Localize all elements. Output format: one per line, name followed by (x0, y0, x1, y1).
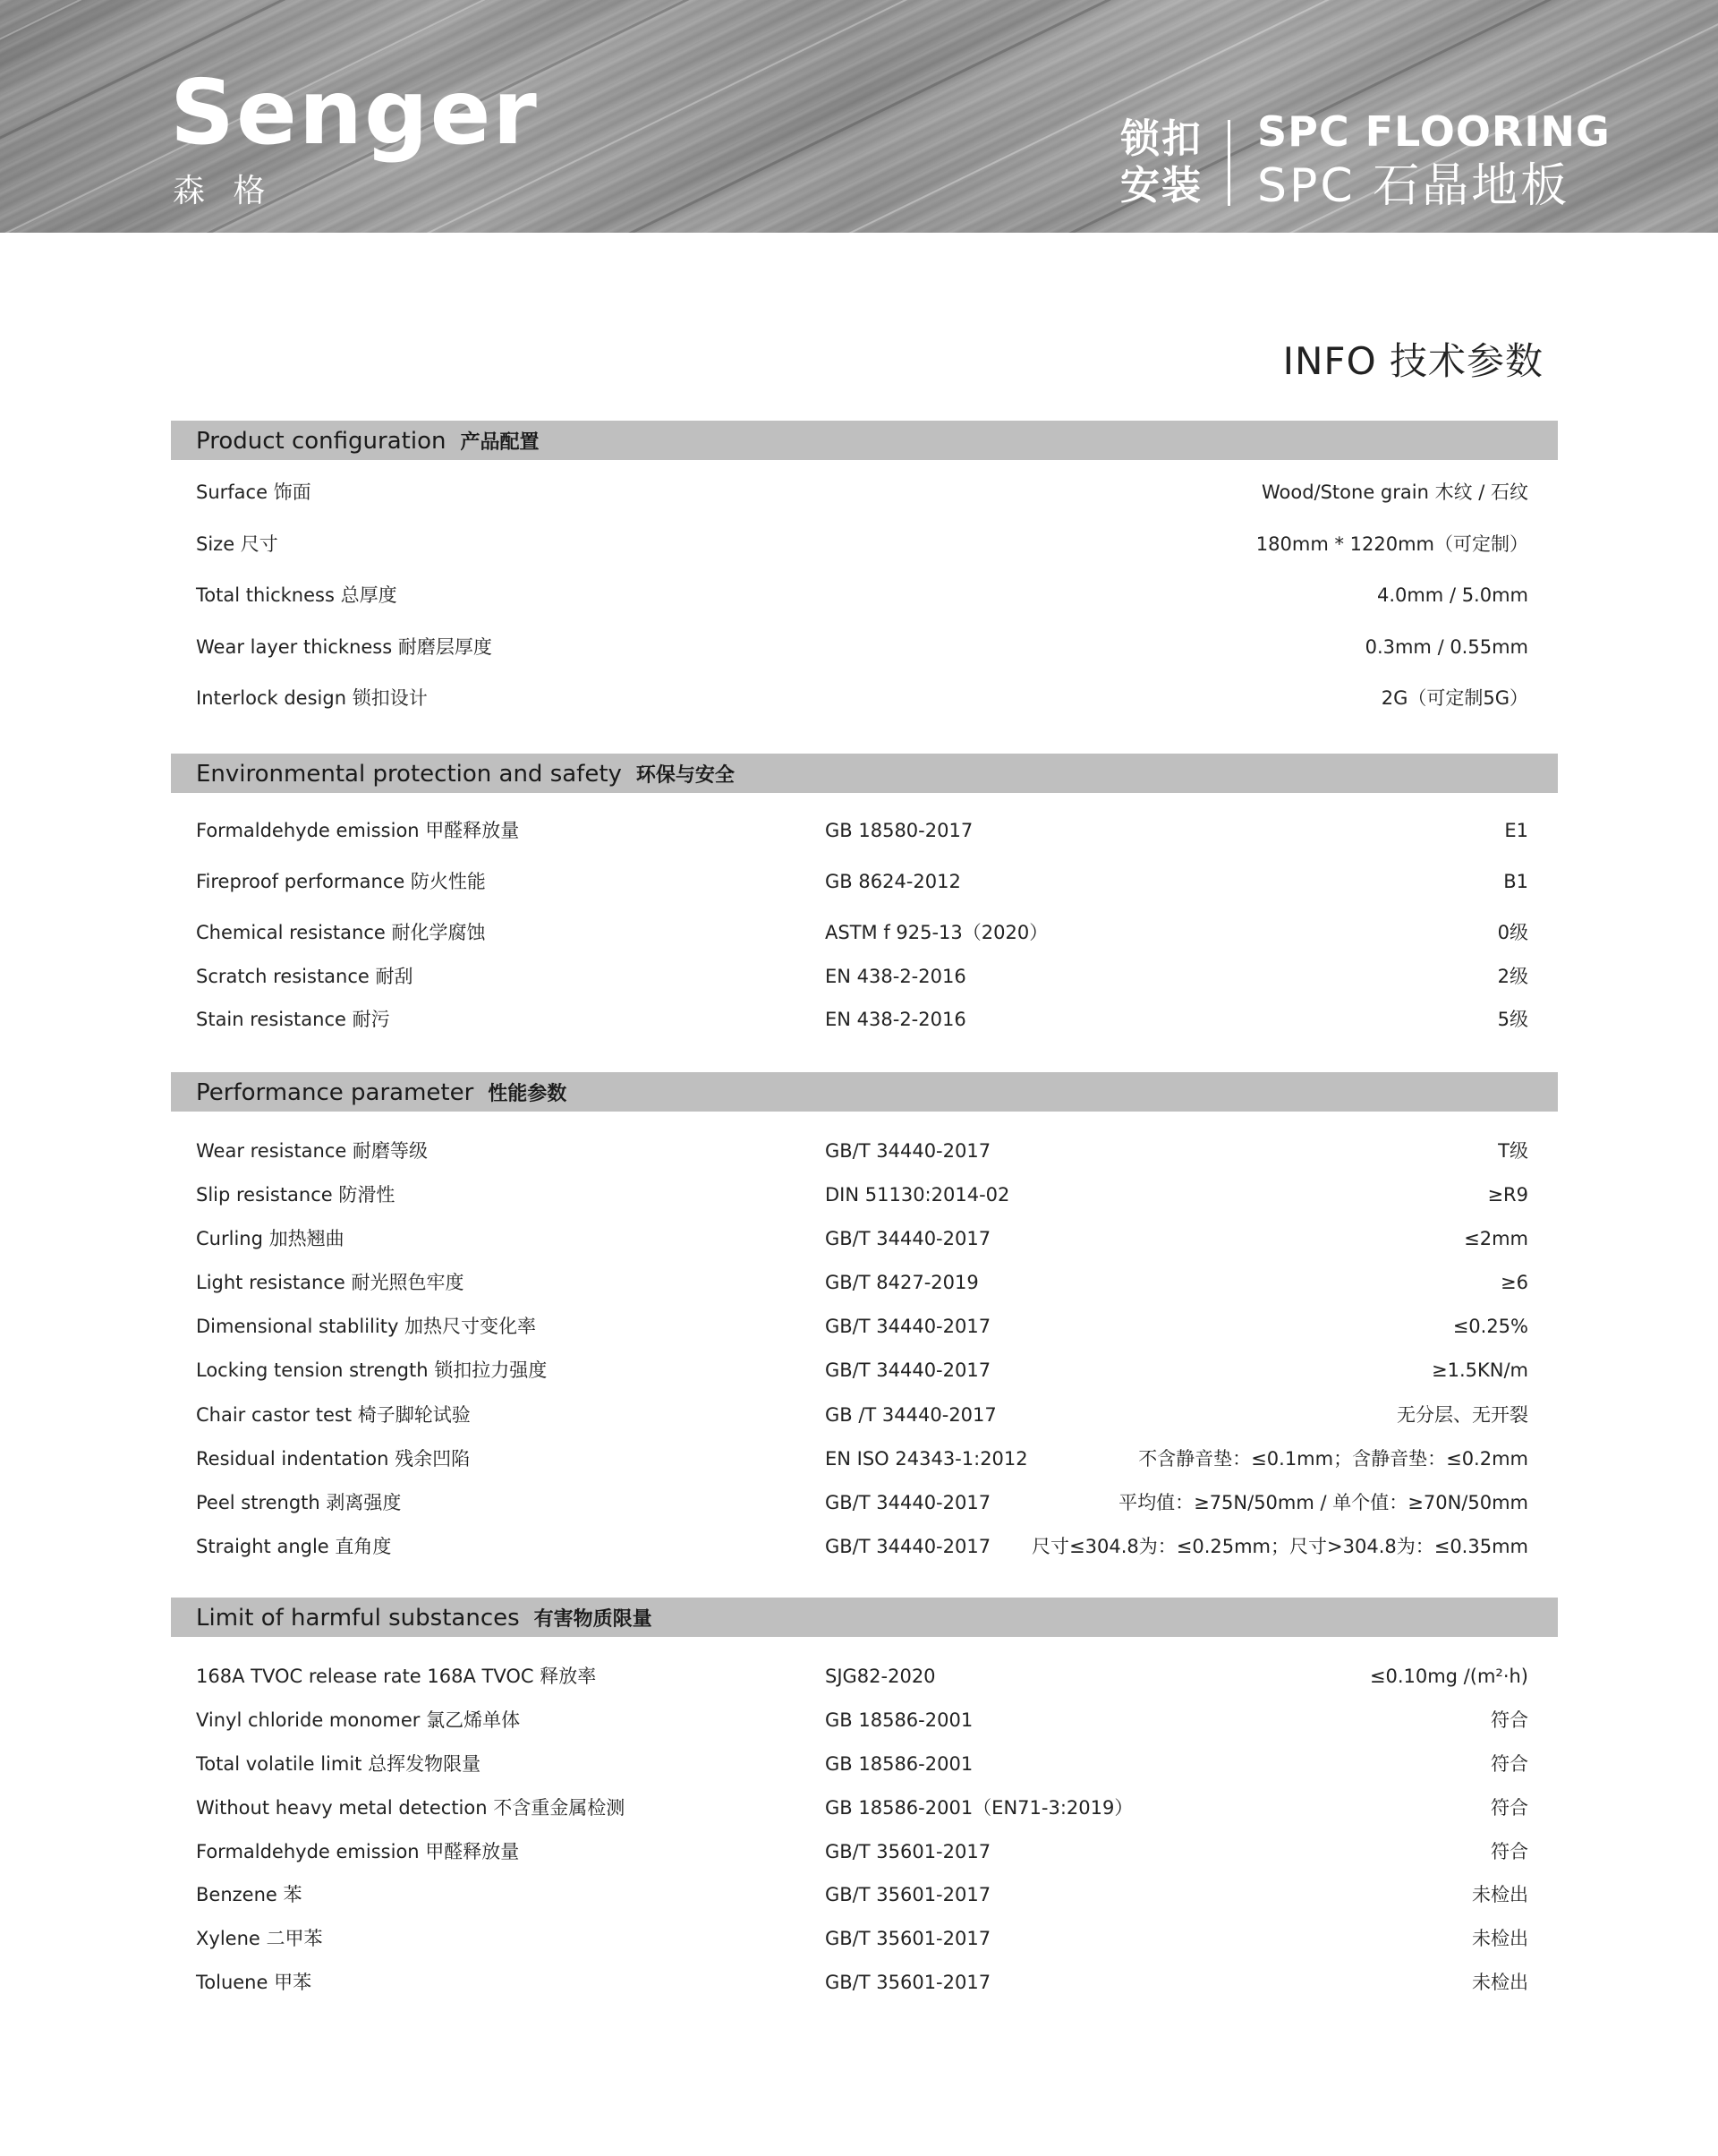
section-title (196, 430, 539, 455)
spec-standard: GB 18580-2017 (825, 820, 974, 841)
spec-name: Stain resistance 耐污 (196, 1009, 390, 1030)
spec-row (171, 1359, 1558, 1403)
spec-value: 未检出 (1472, 1928, 1528, 1950)
spec-row (171, 1536, 1558, 1580)
spec-row (171, 687, 1558, 739)
spec-name: Dimensional stablility 加热尺寸变化率 (196, 1316, 537, 1338)
install-type-label: 锁扣安装 (1120, 116, 1203, 209)
spec-row (171, 1797, 1558, 1841)
spec-name: Total volatile limit 总挥发物限量 (196, 1752, 481, 1775)
spec-value: ≥1.5KN/m (1431, 1359, 1528, 1382)
spec-rows (171, 820, 1558, 1052)
spec-row (171, 1009, 1558, 1052)
section-title-en: Product configuration (196, 428, 447, 455)
spec-name: Xylene 二甲苯 (196, 1928, 323, 1950)
spec-standard: GB/T 34440-2017 (825, 1535, 991, 1557)
spec-row (171, 1316, 1558, 1359)
spec-name: Chemical resistance 耐化学腐蚀 (196, 922, 486, 943)
spec-rows (171, 1666, 1558, 2015)
section-title (196, 763, 735, 788)
section-title-en: Limit of harmful substances (196, 1605, 520, 1632)
spec-value: 尺寸≤304.8为：≤0.25mm；尺寸>304.8为：≤0.35mm (1032, 1535, 1528, 1557)
spec-standard: GB/T 35601-2017 (825, 1972, 991, 1994)
spec-name: Total thickness 总厚度 (196, 584, 397, 606)
spec-name: Size 尺寸 (196, 533, 278, 555)
spec-row (171, 966, 1558, 1010)
spec-name: Locking tension strength 锁扣拉力强度 (196, 1359, 548, 1382)
spec-standard: GB/T 35601-2017 (825, 1884, 991, 1906)
spec-row (171, 1709, 1558, 1753)
spec-standard: GB/T 34440-2017 (825, 1228, 991, 1250)
spec-value: ≥R9 (1487, 1184, 1528, 1206)
spec-standard: GB/T 34440-2017 (825, 1359, 991, 1382)
spec-name: Toluene 甲苯 (196, 1972, 312, 1994)
spec-row (171, 1753, 1558, 1797)
section-title-en: Environmental protection and safety (196, 761, 622, 788)
product-title-cn: SPC 石晶地板 (1257, 159, 1570, 213)
spec-value: ≤2mm (1464, 1228, 1528, 1250)
spec-row (171, 1404, 1558, 1448)
spec-row (171, 1492, 1558, 1536)
spec-row (171, 1184, 1558, 1228)
spec-standard: EN 438-2-2016 (825, 1009, 966, 1030)
section-title-cn: 有害物质限量 (533, 1608, 652, 1631)
section-title (196, 1081, 566, 1106)
header-divider (1228, 120, 1230, 206)
spec-value: 符合 (1491, 1840, 1528, 1862)
spec-name: Peel strength 剥离强度 (196, 1491, 402, 1513)
spec-row (171, 584, 1558, 636)
spec-name: Fireproof performance 防火性能 (196, 871, 486, 892)
spec-row (171, 871, 1558, 922)
spec-value: 5级 (1497, 1009, 1528, 1030)
spec-row (171, 1972, 1558, 2015)
spec-name: Vinyl chloride monomer 氯乙烯单体 (196, 1709, 521, 1731)
section-header (171, 1598, 1558, 1637)
spec-row (171, 922, 1558, 966)
spec-name: Slip resistance 防滑性 (196, 1184, 395, 1206)
spec-value: 符合 (1491, 1752, 1528, 1775)
spec-value: E1 (1504, 820, 1528, 841)
spec-standard: GB/T 34440-2017 (825, 1316, 991, 1338)
spec-name: Without heavy metal detection 不含重金属检测 (196, 1796, 625, 1819)
spec-name: Wear layer thickness 耐磨层厚度 (196, 635, 492, 658)
spec-row (171, 820, 1558, 871)
spec-value: 无分层、无开裂 (1397, 1403, 1528, 1426)
spec-name: Benzene 苯 (196, 1884, 302, 1906)
spec-name: Light resistance 耐光照色牢度 (196, 1272, 464, 1294)
spec-name: Residual indentation 残余凹陷 (196, 1447, 471, 1470)
spec-row (171, 1448, 1558, 1492)
spec-rows (171, 481, 1558, 739)
spec-row (171, 1841, 1558, 1885)
spec-standard: GB/T 8427-2019 (825, 1272, 979, 1294)
spec-value: B1 (1503, 871, 1528, 892)
spec-name: Chair castor test 椅子脚轮试验 (196, 1403, 471, 1426)
section-title-cn: 环保与安全 (635, 764, 735, 787)
spec-value: 4.0mm / 5.0mm (1376, 584, 1528, 606)
spec-standard: DIN 51130:2014-02 (825, 1184, 1010, 1206)
spec-value: ≤0.10mg /(m²·h) (1369, 1666, 1528, 1687)
spec-value: 符合 (1491, 1796, 1528, 1819)
spec-name: Surface 饰面 (196, 481, 311, 503)
spec-value: 符合 (1491, 1709, 1528, 1731)
section-title-en: Performance parameter (196, 1079, 474, 1106)
page-title: INFO 技术参数 (1282, 339, 1544, 383)
spec-standard: GB /T 34440-2017 (825, 1403, 997, 1426)
spec-value: 平均值：≥75N/50mm / 单个值：≥70N/50mm (1118, 1491, 1528, 1513)
spec-name: Scratch resistance 耐刮 (196, 965, 413, 987)
section-title-cn: 产品配置 (460, 431, 540, 454)
spec-name: Curling 加热翘曲 (196, 1228, 344, 1250)
spec-row (171, 1272, 1558, 1316)
brand-logo-name: Senger (170, 60, 539, 165)
brand-logo-cn: 森 格 (173, 173, 275, 209)
spec-value: 180mm * 1220mm（可定制） (1255, 533, 1528, 555)
header-banner (0, 0, 1718, 233)
section-product-configuration (171, 421, 1558, 739)
spec-value: 2级 (1497, 965, 1528, 987)
spec-value: Wood/Stone grain 木纹 / 石纹 (1261, 481, 1528, 503)
section-performance-parameter (171, 1072, 1558, 1580)
spec-value: T级 (1498, 1140, 1528, 1162)
spec-value: 不含静音垫：≤0.1mm；含静音垫：≤0.2mm (1138, 1447, 1528, 1470)
spec-row (171, 1884, 1558, 1928)
spec-standard: GB 18586-2001 (825, 1752, 974, 1775)
spec-value: 0级 (1497, 922, 1528, 943)
spec-name: Formaldehyde emission 甲醛释放量 (196, 1840, 520, 1862)
spec-standard: GB/T 35601-2017 (825, 1928, 991, 1950)
section-header (171, 1072, 1558, 1112)
spec-value: 2G（可定制5G） (1381, 687, 1528, 709)
spec-standard: EN ISO 24343-1:2012 (825, 1447, 1028, 1470)
spec-row (171, 636, 1558, 688)
spec-row (171, 533, 1558, 585)
section-environmental-safety (171, 754, 1558, 1052)
spec-value: ≥6 (1501, 1272, 1528, 1294)
spec-standard: EN 438-2-2016 (825, 965, 966, 987)
spec-value: 0.3mm / 0.55mm (1365, 635, 1528, 658)
spec-row (171, 1928, 1558, 1972)
section-title (196, 1606, 652, 1632)
spec-value: ≤0.25% (1452, 1316, 1528, 1338)
section-header (171, 754, 1558, 793)
spec-standard: GB 18586-2001（EN71-3:2019） (825, 1796, 1134, 1819)
spec-value: 未检出 (1472, 1884, 1528, 1906)
spec-standard: GB 18586-2001 (825, 1709, 974, 1731)
spec-value: 未检出 (1472, 1972, 1528, 1994)
section-harmful-substances (171, 1598, 1558, 2015)
spec-name: Interlock design 锁扣设计 (196, 687, 428, 709)
spec-name: 168A TVOC release rate 168A TVOC 释放率 (196, 1666, 597, 1687)
spec-standard: SJG82-2020 (825, 1666, 936, 1687)
section-header (171, 421, 1558, 460)
spec-row (171, 1228, 1558, 1272)
wood-grain-line (0, 0, 1718, 38)
spec-row (171, 1140, 1558, 1184)
spec-rows (171, 1140, 1558, 1580)
spec-name: Straight angle 直角度 (196, 1535, 392, 1557)
spec-name: Wear resistance 耐磨等级 (196, 1140, 428, 1162)
spec-standard: GB/T 34440-2017 (825, 1491, 991, 1513)
product-title-en: SPC FLOORING (1257, 107, 1611, 156)
spec-name: Formaldehyde emission 甲醛释放量 (196, 820, 520, 841)
spec-standard: GB 8624-2012 (825, 871, 961, 892)
spec-standard: ASTM f 925-13（2020） (825, 922, 1049, 943)
spec-standard: GB/T 35601-2017 (825, 1840, 991, 1862)
spec-row (171, 1666, 1558, 1709)
spec-standard: GB/T 34440-2017 (825, 1140, 991, 1162)
section-title-cn: 性能参数 (488, 1083, 567, 1105)
spec-row (171, 481, 1558, 533)
